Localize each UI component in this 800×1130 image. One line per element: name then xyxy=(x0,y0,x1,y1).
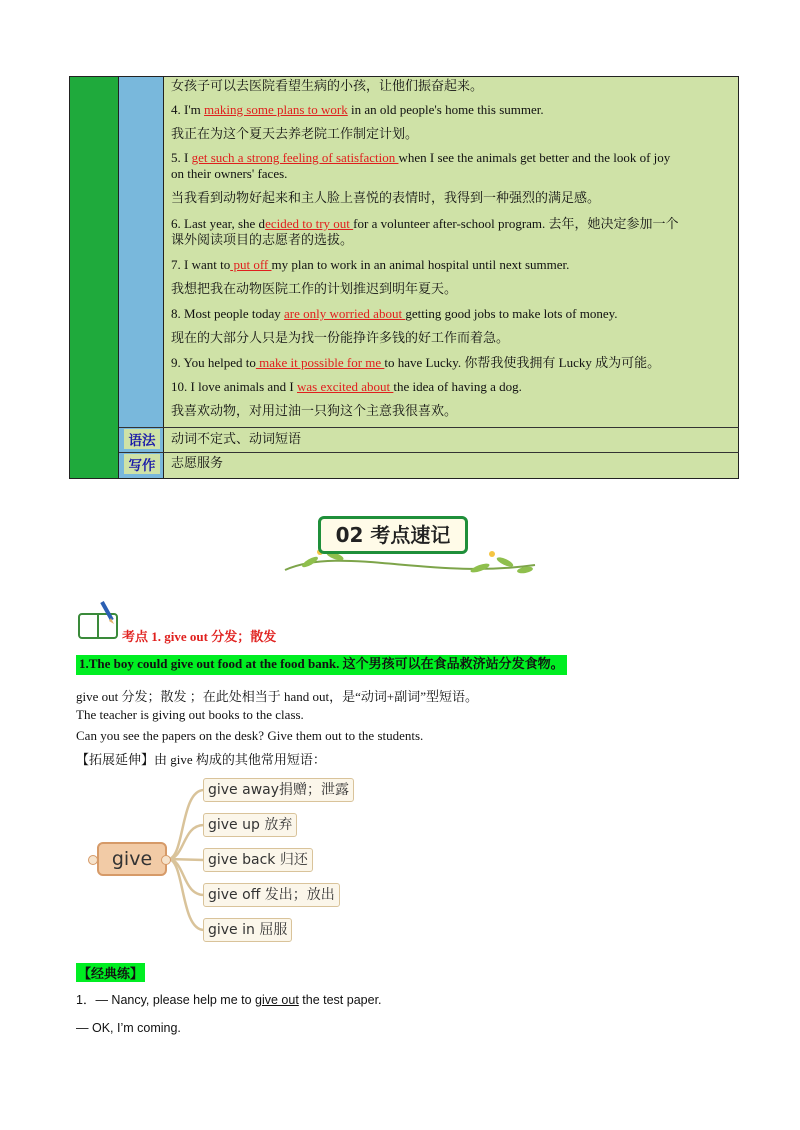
book-pencil-icon xyxy=(76,600,122,640)
writing-tag: 写作 xyxy=(124,454,160,474)
table-row xyxy=(171,216,736,232)
row-prefix: 7. I want to xyxy=(171,257,231,272)
banner-number: 02 xyxy=(335,523,364,547)
table-column-green xyxy=(69,76,119,479)
question-prefix: 1．— Nancy, please help me to xyxy=(76,993,256,1007)
row-prefix: 8. Most people today xyxy=(171,306,285,321)
table-row xyxy=(171,150,736,166)
mindmap-branch: give off 发出；放出 xyxy=(203,883,340,907)
row-prefix: 10. I love animals and I xyxy=(171,379,297,394)
note-line: The teacher is giving out books to the class. xyxy=(76,707,304,722)
row-suffix: in an old people's home this summer. xyxy=(347,102,544,117)
fill-in-answer: ecided to try out xyxy=(265,216,354,231)
highlighted-example: 1.The boy could give out food at the food bank. 这个男孩可以在食品救济站分发食物。 xyxy=(76,655,567,675)
mindmap-branch: give up 放弃 xyxy=(203,813,297,837)
table-row xyxy=(171,355,736,371)
note-line: 【拓展延伸】由 give 构成的其他常用短语： xyxy=(76,752,326,767)
mindmap-branch: give away捐赠；泄露 xyxy=(203,778,354,802)
row-suffix: my plan to work in an animal hospital until next summer. xyxy=(271,257,570,272)
row-suffix: when I see the animals get better and the look of joy xyxy=(398,150,671,165)
practice-reply: — OK, I’m coming. xyxy=(76,1021,181,1035)
fill-in-answer: make it possible for me xyxy=(255,355,385,370)
mindmap-branch: give back 归还 xyxy=(203,848,313,872)
point-heading: 考点 1. give out 分发；散发 xyxy=(122,629,277,644)
table-column-blue xyxy=(119,76,164,479)
question-answer: give out xyxy=(255,993,299,1007)
table-row: 我正在为这个夏天去养老院工作制定计划。 xyxy=(171,126,419,141)
table-row: 我想把我在动物医院工作的计划推迟到明年夏天。 xyxy=(171,281,458,296)
table-row xyxy=(171,306,736,322)
practice-question xyxy=(76,990,382,1008)
section-banner xyxy=(318,516,468,554)
table-row xyxy=(171,379,736,395)
table-divider xyxy=(119,427,739,428)
row-prefix: 4. I'm xyxy=(171,102,205,117)
mindmap-branch: give in 屈服 xyxy=(203,918,292,942)
row-prefix: 5. I xyxy=(171,150,192,165)
table-divider xyxy=(119,452,739,453)
row-prefix: 6. Last year, she d xyxy=(171,216,266,231)
table-row xyxy=(171,257,736,273)
table-row: 现在的大部分人只是为找一份能挣许多钱的好工作而着急。 xyxy=(171,330,510,345)
table-row: 女孩子可以去医院看望生病的小孩，让他们振奋起来。 xyxy=(171,78,484,93)
fill-in-answer: put off xyxy=(230,257,272,272)
fill-in-answer: are only worried about xyxy=(284,306,406,321)
table-row: 当我看到动物好起来和主人脸上喜悦的表情时，我得到一种强烈的满足感。 xyxy=(171,190,601,205)
practice-heading: 【经典练】 xyxy=(76,963,145,982)
row-suffix: the idea of having a dog. xyxy=(393,379,522,394)
grammar-text: 动词不定式、动词短语 xyxy=(171,431,302,446)
note-line: give out 分发；散发 ；在此处相当于 hand out，是“动词+副词”型短语。 xyxy=(76,689,478,704)
table-row: on their owners' faces. xyxy=(171,166,288,181)
mindmap-root: give xyxy=(97,842,167,876)
question-suffix: the test paper. xyxy=(298,993,382,1007)
writing-text: 志愿服务 xyxy=(171,455,224,470)
fill-in-answer: was excited about xyxy=(297,379,394,394)
note-line: Can you see the papers on the desk? Give them out to the students. xyxy=(76,728,424,743)
grammar-tag: 语法 xyxy=(124,429,160,449)
table-row: 课外阅读项目的志愿者的选拔。 xyxy=(171,232,354,247)
fill-in-answer: get such a strong feeling of satisfaction xyxy=(191,150,399,165)
row-suffix: getting good jobs to make lots of money. xyxy=(405,306,618,321)
row-prefix: 9. You helped to xyxy=(171,355,256,370)
fill-in-answer: making some plans to work xyxy=(204,102,348,117)
table-row xyxy=(171,102,736,118)
node-dot-icon xyxy=(88,855,98,865)
banner-title: 考点速记 xyxy=(370,523,451,547)
row-suffix: for a volunteer after-school program. 去年，她决定参加一个 xyxy=(353,216,679,231)
node-dot-icon xyxy=(161,855,171,865)
table-row: 我喜欢动物，对用过油一只狗这个主意我很喜欢。 xyxy=(171,403,458,418)
row-suffix: to have Lucky. 你帮我使我拥有 Lucky 成为可能。 xyxy=(384,355,661,370)
